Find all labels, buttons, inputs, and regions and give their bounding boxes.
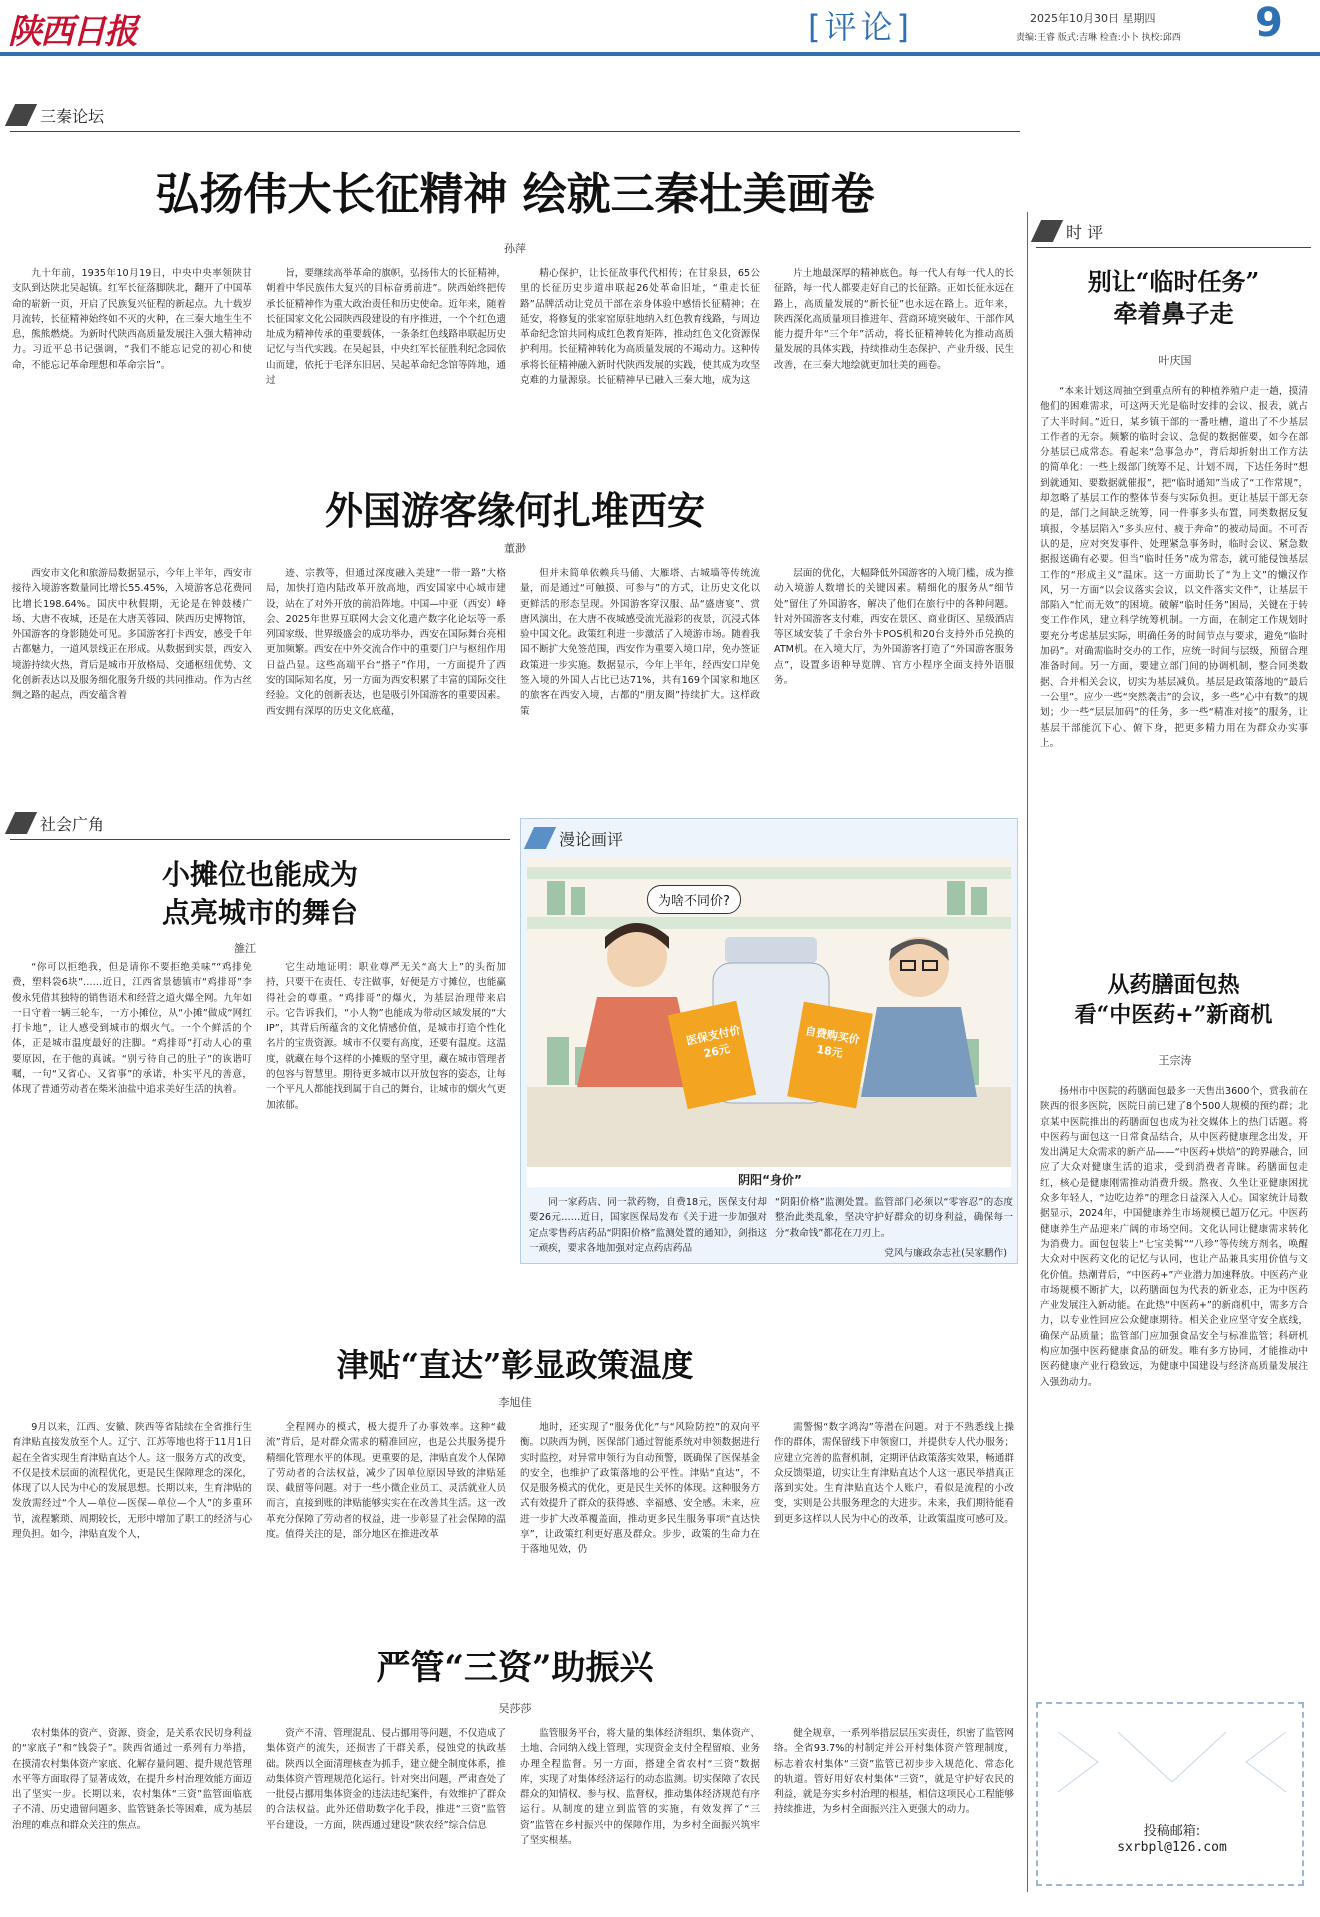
column-tag-manlun (529, 825, 1009, 851)
headline-article5 (1036, 970, 1311, 1030)
headline-line1: 别让“临时任务” (1087, 267, 1260, 296)
article7-column3: 监管服务平台，将大量的集体经济组织、集体资产、土地、合同纳入线上管理，实现资金支付全程留痕、业务办理全程监督。另一方面，搭建全省农村“三资”数据库，实现了对集体经济运行的动态监测。切实保障了农民群众的知情权、参与权、监督权，推动集体经济规范有序运行。从制度的建立到监管的实施，有效发挥了“三资”监管在乡村振兴中的保障作用，为乡村全面振兴筑牢了坚实根基。 (520, 1728, 760, 1847)
decorative-pattern-icon (1038, 1712, 1306, 1812)
pharmacy-cartoon-image (527, 857, 1011, 1167)
article2-column4: 层面的优化，大幅降低外国游客的入境门槛，成为推动入境游人数增长的关键因素。精细化的服务从“细节处”留住了外国游客，解决了他们在旅行中的各种问题。针对外国游客支付难，西安在景区、商业街区、星级酒店等区域安装了千余台外卡POS机和20台支持外币兑换的ATM机。在入境大厅，为外国游客打造了“外国游客服务点”，设置多语种导览牌、官方小程序全面支持外语服务。 (774, 568, 1014, 687)
tag-underline (1036, 247, 1311, 248)
issue-date: 2025年10月30日 星期四 (1030, 12, 1156, 25)
article6-column3: 地时，还实现了“服务优化”与“风险防控”的双向平衡。以陕西为例，医保部门通过智能系统对申领数据进行实时监控，对异常申领行为自动预警，既确保了医保基金的安全，也维护了政策落地的公平性。津贴“直达”，不仅是服务模式的优化，更是民生关怀的体现。这种服务方式有效提升了群众的获得感、幸福感、安全感。未来，应进一步扩大改革覆盖面，推动更多民生服务事项“直达快享”，让政策红利更好惠及群众。步步，政策的生命力在于落地见效，仍 (520, 1422, 760, 1556)
masthead (0, 0, 1320, 52)
headline-article3 (10, 856, 510, 932)
article4-body: “本来计划这周抽空到重点所有的种植养殖户走一趟，摸清他们的困难需求，可这两天光是临时安排的会议、报表，就占了大半时间。”近日，某乡镇干部的一番吐槽，道出了不少基层工作者的无奈。频繁的临时会议、急促的数据催要，如今在部分基层已成常态。看起来“急事急办”，背后却折射出工作方法的简单化：一些上级部门统筹不足、计划不周，下达任务时“想到就通知、要数据就催报”，把“临时通知”当成了“工作常规”，却忽略了基层工作的整体节奏与实际负担。更让基层干部无奈的是，部门之间缺乏统筹，同一件事多头布置，同类数据反复填报，令基层陷入“多头应付、疲于奔命”的被动局面。不可否认的是，应对突发事件、处理紧急事务时，临时会议、紧急数据报送确有必要。但当“临时任务”成为常态，就可能侵蚀基层工作的“形成主义”温床。这一方面助长了“为上文”的懒汉作风，另一方面“以会议落实会议，以文件落实文件”，让基层干部陷入“忙而无效”的困境。破解“临时任务”困局，关键在于转变工作作风，建立科学统筹机制。一方面，在制定工作规划时要充分考虑基层实际，明确任务的时间节点与要求，避免“临时加码”。对确需临时交办的工作，应统一时间与层级，预留合理准备时间。另一方面，要建立部门间的协调机制，整合同类数据、合并相关会议，切实为基层减负。基层是政策落地的“最后一公里”。应少一些“突然袭击”的会议，多一些“心中有数”的规划；少一些“层层加码”的任务，多一些“精准对接”的服务，让基层干部能沉下心、俯下身，把更多精力用在为群众办实事上。 (1040, 386, 1308, 749)
headline-article1: 弘扬伟大长征精神 绘就三秦壮美画卷 (155, 169, 875, 220)
headline-line2: 牵着鼻子走 (1113, 299, 1234, 328)
column-tag-label: 三秦论坛 (40, 106, 105, 126)
article1-column1: 九十年前，1935年10月19日，中央中央率领陕甘支队到达陕北吴起镇。红军长征落脚陕北，翻开了中国革命的崭新一页，开启了民族复兴征程的新起点。九十载岁月流转，长征精神始终如不灭的火种，在三秦大地生生不息，熊熊燃烧。为新时代陕西高质量发展注入强大精神动力。习近平总书记强调，“我们不能忘记党的初心和使命，不能忘记革命理想和革命宗旨”。 (12, 268, 252, 371)
cartoon-illustration (527, 857, 1011, 1187)
tag-underline (10, 839, 510, 840)
cartoon-credit: 党风与廉政杂志社(吴家鹏作) (884, 1248, 1007, 1259)
column-tag-label: 漫论画评 (559, 829, 624, 849)
headline-article4 (1036, 266, 1311, 330)
article2-column2: 迹、宗教等，但通过深度融入美建“一带一路”大格局，加快打造内陆改革开放高地，西安国家中心城市建设，站在了对外开放的前沿阵地。中国—中亚（西安）峰会、2025年世界互联网大会文化遗产数字化论坛等一系列国家级、世界级盛会的成功举办，西安在国际舞台亮相更加频繁。西安在中外交流合作中的重要门户与枢纽作用日益凸显。这些高端平台“搭子”作用，一方面提升了西安的国际知名度，另一方面为西安积累了丰富的国际交往经验。文化的创新表达，也是吸引外国游客的重要因素。西安拥有深厚的历史文化底蕴， (266, 568, 506, 717)
article3-column1: “你可以拒绝我，但是请你不要拒绝美味”“鸡排免费，塑料袋6块”……近日，江西省景德镇市“鸡排哥”李俊永凭借其独特的销售语术和经营之道火爆全网。九年如一日守着一辆三轮车，一方小摊位，从“小摊”做成“网红打卡地”，让人感受到城市的烟火气。一个个鲜活的个体，正是城市温度最好的注脚。“鸡排哥”打动人心的重要原因，在于他的真诚。“别亏待自己的肚子”的诙谐叮嘱，一句“又省心、又省事”的承诺，朴实平凡的善意，体现了普通劳动者在柴米油盐中追求美好生活的执着。 (12, 962, 252, 1096)
byline-article3: 雒江 (234, 942, 256, 955)
byline-article6: 李旭佳 (498, 1396, 532, 1409)
tag-marker-icon (524, 827, 556, 849)
column-divider (1027, 212, 1028, 1892)
newspaper-logo: 陕西日报 (8, 12, 136, 52)
tag-marker-icon (1031, 220, 1063, 242)
tag-underline (10, 131, 1020, 132)
byline-article4: 叶庆国 (1158, 354, 1192, 367)
masthead-rule (0, 52, 1320, 56)
article7-column2: 资产不清、管理混乱、侵占挪用等问题，不仅造成了集体资产的流失，还损害了干群关系，侵蚀党的执政基础。陕西以全面清理核查为抓手，建立健全制度体系，推动集体资产管理规范化运行。针对突出问题，严肃查处了一批侵占挪用集体资金的违法违纪案件，有效维护了群众的合法权益。此外还借助数字化手段，推进“三资”监管平台建设，一方面，陕西通过建设“陕农经”综合信息 (266, 1728, 506, 1831)
article7-column4: 健全规章，一系列举措层层压实责任，织密了监管网络。全省93.7%的村制定并公开村集体资产管理制度，标志着农村集体“三资”监管已初步步入规范化、常态化的轨道。管好用好农村集体“三资”，就是守护好农民的利益，就是夯实乡村治理的根基，相信这项民心工程能够持续推进，为乡村全面振兴注入更强大的动力。 (774, 1728, 1014, 1816)
headline-line1: 小摊位也能成为 (161, 858, 358, 891)
article6-column1: 9月以来，江西、安徽、陕西等省陆续在全省推行生育津贴直接发放至个人。辽宁、江苏等地也将于11月1日起在全省实现生育津贴直达个人。这一服务方式的改变，不仅是技术层面的流程优化，更是民生保障理念的深化，体现了以人民为中心的发展思想。长期以来，生育津贴的发放需经过“个人—单位—医保—单位—个人”的多重环节，流程繁琐、周期较长，无形中增加了职工的经济与心理负担。如今，津贴直发个人， (12, 1422, 252, 1541)
editor-credits: 责编:王睿 版式:吉琳 检查:小卜 执校:邱西 (1016, 33, 1181, 43)
cartoon-panel (520, 818, 1018, 1264)
article1-column2: 旨，要继续高举革命的旗帜，弘扬伟大的长征精神，朝着中华民族伟大复兴的目标奋勇前进”。陕西始终把传承长征精神作为重大政治责任和历史使命。近年来，随着长征国家文化公园陕西段建设的有序推进，一个个红色遗址成为精神传承的重要载体，一条条红色线路串联起历史记忆与当代实践。在吴起县，中央红军长征胜利纪念园依山而建，依托于毛泽东旧居、吴起革命纪念馆等阵地，通过 (266, 268, 506, 387)
submission-email[interactable]: sxrbpl@126.com (1117, 1840, 1227, 1855)
headline-line1: 从药膳面包热 (1107, 972, 1240, 998)
article6-column4: 需警惕“数字鸿沟”等潜在问题。对于不熟悉线上操作的群体，需保留线下申领窗口，并提供专人代办服务；应建立完善的监督机制，定期评估政策落实效果，畅通群众反馈渠道，切实让生育津贴直达个人这一惠民举措真正落到实处。生育津贴直达个人账户，看似是流程的小改变，实则是公共服务理念的大进步。未来，我们期待能看到更多这样以人民为中心的改革，让政策温度可感可及。 (774, 1422, 1014, 1525)
price-tag-medical-insurance: 医保支付价26元 (685, 1023, 742, 1061)
submission-box (1036, 1702, 1304, 1886)
column-tag-label: 时 评 (1066, 222, 1104, 242)
price-tag-self-pay: 自费购买价18元 (804, 1024, 861, 1061)
headline-article6: 津贴“直达”彰显政策温度 (336, 1346, 694, 1384)
cartoon-text-left: 同一家药店、同一款药物，自费18元，医保支付却要26元……近日，国家医保局发布《关于进一步加强对定点零售药店药品“阴阳价格”监测处置的通知》，剑指这一顽疾，要求各地加强对定点药店药品 (529, 1197, 767, 1254)
column-tag-shehui (10, 810, 510, 836)
byline-article5: 王宗涛 (1158, 1054, 1192, 1067)
column-tag-sanqin (10, 102, 1020, 128)
section-label: [评论] (808, 8, 913, 46)
submission-label: 投稿邮箱: (1143, 1824, 1201, 1839)
speech-bubble: 为啥不同价? (647, 885, 741, 914)
article7-column1: 农村集体的资产、资源、资金，是关系农民切身利益的“家底子”和“钱袋子”。陕西省通过一系列有力举措，在摸清农村集体资产家底、化解存量问题、提升规范管理水平等方面取得了显著成效，在提升乡村治理效能方面迈出了坚实一步。长期以来，农村集体“三资”监管面临底子不清、历史遗留问题多、监管链条长等困难，成为基层治理的难点和群众关注的焦点。 (12, 1728, 252, 1831)
tag-marker-icon (5, 104, 37, 126)
article3-column2: 它生动地证明：职业尊严无关“高大上”的头衔加持，只要干在责任、专注做事，好便是方寸摊位，也能赢得社会的尊重。“鸡排哥”的爆火，为基层治理带来启示。它告诉我们，“小人物”也能成为带动区域发展的“大IP”，其背后所蕴含的文化情感价值，是城市打造个性化名片的宝贵资源。城市不仅要有高度，还要有温度。这温度，就藏在每个这样的小摊贩的坚守里，藏在城市管理者的包容与智慧里。期待更多城市以开放包容的姿态，让每一个平凡人都能找到属于自己的舞台，让城市的烟火气更加浓郁。 (266, 962, 506, 1111)
article5-body: 扬州市中医院的药膳面包最多一天售出3600个，赏我前在陕西的很多医院，医院日前已建了8个500人规模的预约群；北京某中医院推出的药膳面包也成为社交媒体上的热门话题。将中医药与面包这一日常食品结合，从中医药健康理念出发，开发出满足大众需求的新产品——“中医药+烘焙”的跨界融合，回应了大众对健康生活的追求，受到消费者青睐。药膳面包走红，核心是健康刚需推动消费升级。熬夜、久坐让亚健康困扰众多年轻人，“边吃边养”的理念日益深入人心。国家统计局数据显示，2024年，中国健康养生市场规模已超万亿元。中医药健康养生产品迎来广阔的市场空间。文化认同让健康需求转化为消费力。面包包装上“七宝美髯”“八珍”等传统方剂名，唤醒大众对中医药文化的记忆与认同，也让产品兼具实用价值与文化价值。热潮背后，“中医药+”产业潜力加速释放。中医药产业市场规模不断扩大，以药膳面包为代表的新业态，正为中医药产业发展注入新动能。在此热“中医药+”的新商机中，需多方合力，以专业性回应公众健康期待。相关企业应坚守安全底线，确保产品质量；监管部门应加强食品安全与标准监管；科研机构应加强中医药健康食品的研发。唯有多方协同，才能推动中医药健康产业行稳致远，为健康中国建设与经济高质量发展注入强劲动力。 (1040, 1086, 1308, 1388)
byline-article2: 董渺 (504, 542, 526, 555)
headline-article7: 严管“三资”助振兴 (376, 1648, 654, 1688)
article6-column2: 全程网办的模式，极大提升了办事效率。这种“截流”背后，是对群众需求的精准回应，也是公共服务提升精细化管理水平的体现。更重要的是，津贴直发个人保障了劳动者的合法权益，减少了因单位原因导致的津贴延误、截留等问题。对于一些小微企业员工、灵活就业人员而言，直接到账的津贴能够实实在在改善其生活。这一改革充分保障了劳动者的权益，进一步彰显了社会保障的温度。值得关注的是，部分地区在推进改革 (266, 1422, 506, 1541)
page-number: 9 (1255, 0, 1283, 46)
byline-article1: 孙萍 (504, 242, 526, 255)
headline-line2: 点亮城市的舞台 (161, 896, 358, 929)
article1-column4: 片土地最深厚的精神底色。每一代人有每一代人的长征路，每一代人都要走好自己的长征路。正如长征永远在路上，高质量发展的“新长征”也永远在路上。近年来，陕西深化高质量项目推进年、营商环境突破年、干部作风能力提升年“三个年”活动，将长征精神转化为推动高质量发展的具体实践，持续推动生态保护、产业升级、民生改善，在三秦大地绘就更加壮美的画卷。 (774, 268, 1014, 371)
byline-article7: 吴莎莎 (498, 1702, 532, 1715)
cartoon-caption: 阴阳“身价” (738, 1173, 802, 1187)
tag-marker-icon (5, 812, 37, 834)
article1-column3: 精心保护，让长征故事代代相传；在甘泉县，65公里的长征历史步道串联起26处革命旧址，“重走长征路”品牌活动让党员干部在亲身体验中感悟长征精神；在延安，将修复的张家窑原驻地纳入红色教育线路，与周边革命纪念馆共同构成红色教育矩阵，推动红色文化资源保护利用。长征精神转化为高质量发展的不竭动力。这种传承将长征精神融入新时代陕西发展的实践，使其成为攻坚克难的力量源泉。长征精神早已融入三秦大地，成为这 (520, 268, 760, 387)
article2-column1: 西安市文化和旅游局数据显示，今年上半年，西安市接待入境游客数量同比增长55.45%，入境游客总花费同比增长198.64%。国庆中秋假期，无论是在钟鼓楼广场、大唐不夜城，还是在大唐芙蓉园、陕西历史博物馆，外国游客的身影随处可见。多国游客打卡西安，感受千年古都魅力，一道风景线正在形成。从数据到实景，西安入境游持续火热，背后是城市开放格局、交通枢纽优势、文化创新表达以及服务细化服务升级的共同推动。作为古丝绸之路的起点，西安蕴含着 (12, 568, 252, 702)
article2-column3: 但并未简单依赖兵马俑、大雁塔、古城墙等传统流量，而是通过“可触摸、可参与”的方式，让历史文化以更鲜活的形态呈现。外国游客穿汉服、品“盛唐宴”、赏唐风演出，在大唐不夜城感受流光溢彩的夜景，沉浸式体验中国文化。政策红利进一步激活了入境游市场。随着我国不断扩大免签范围，西安作为重要入境口岸，免办签证政策进一步实施。数据显示，今年上半年，经西安口岸免签入境的外国人占比已达71%，共有169个国家和地区的旅客在西安入境，古都的“朋友圈”持续扩大。这样政策 (520, 568, 760, 717)
headline-line2: 看“中医药+”新商机 (1074, 1002, 1273, 1028)
headline-article2: 外国游客缘何扎堆西安 (324, 488, 705, 533)
cartoon-text-right: “阴阳价格”监测处置。监管部门必须以“零容忍”的态度整治此类乱象，坚决守护好群众的切身利益，确保每一分“救命钱”都花在刀刃上。 (775, 1197, 1013, 1239)
column-tag-label: 社会广角 (40, 814, 105, 834)
column-tag-shiping (1036, 218, 1311, 244)
